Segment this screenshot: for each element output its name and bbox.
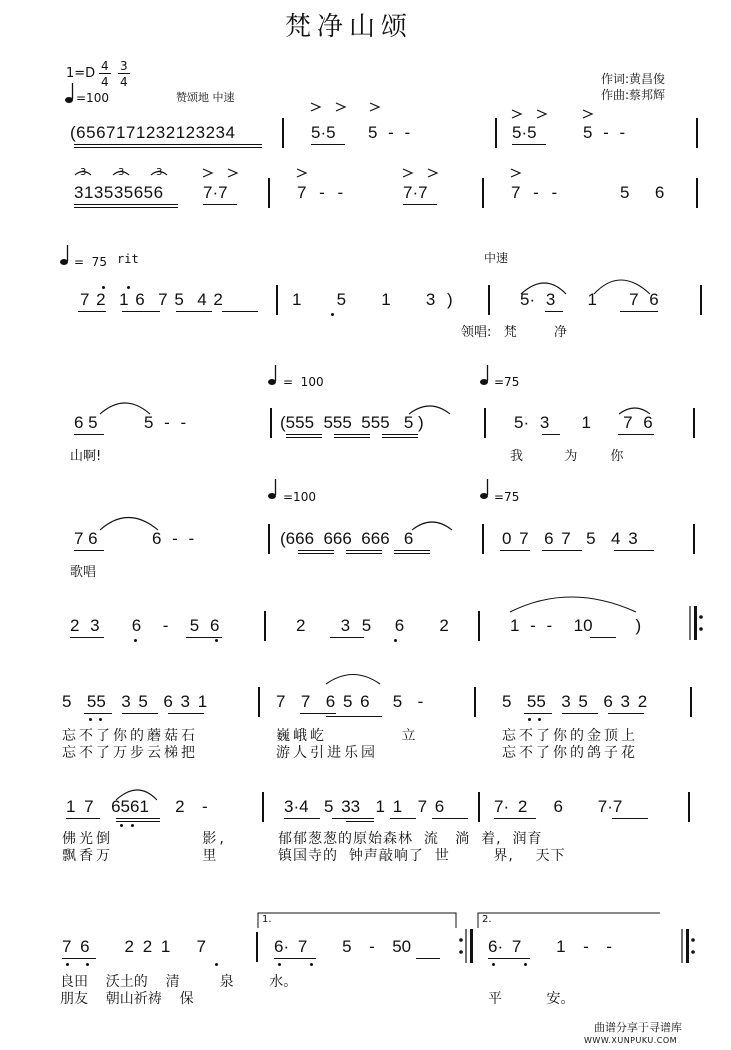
notes-r3-m1: 7 2 1 6 7 5 4 2 — [80, 290, 223, 309]
notes-r8-m1: 1 7 6561 2 - — [66, 797, 208, 816]
underline — [512, 144, 546, 145]
notes-r4-m2: (555 555 555 5 ) — [280, 413, 424, 432]
octave-dot — [120, 824, 123, 827]
underline — [203, 204, 237, 205]
barline — [693, 524, 695, 554]
octave-dot — [492, 963, 495, 966]
underline — [382, 434, 418, 435]
tempo-75: =75 — [494, 375, 520, 389]
underline — [542, 550, 582, 551]
underline — [416, 958, 440, 959]
underline — [382, 437, 418, 438]
underline — [84, 713, 112, 714]
underline — [334, 437, 370, 438]
underline — [545, 311, 563, 312]
underline — [432, 818, 468, 819]
underline — [542, 434, 560, 435]
underline — [286, 434, 322, 435]
underline — [70, 637, 104, 638]
tempo-rit: = 75 — [74, 255, 107, 269]
underline — [620, 311, 658, 312]
barline — [488, 285, 490, 315]
key-signature: 1=D — [66, 66, 96, 81]
barline — [262, 792, 264, 822]
octave-dot — [99, 718, 102, 721]
underline — [394, 550, 430, 551]
svg-text:3: 3 — [118, 167, 125, 178]
notes-r2-m3b: 5 6 — [620, 183, 665, 202]
barline — [264, 611, 266, 641]
rit-marking: rit — [117, 252, 139, 266]
lyric-v2b: 游人引进乐园 — [276, 745, 378, 761]
tempo-marking: =100 — [76, 91, 109, 105]
notes-r3-m3: 5· 3 1 7 6 — [520, 290, 659, 309]
underline — [614, 550, 654, 551]
notes-r5-m1a: 7 6 — [74, 529, 98, 548]
underline — [298, 550, 334, 551]
volta-brackets — [258, 913, 660, 928]
underline — [524, 713, 552, 714]
notes-r7-m2: 7 7 6 5 6 5 - — [276, 692, 424, 711]
octave-dot — [134, 639, 137, 642]
quarter-note-icon — [480, 479, 488, 499]
notes-r1-m3a: 5·5 — [512, 123, 537, 142]
underline — [332, 818, 374, 819]
lyric-v3a: 佛光倒 影, — [62, 831, 227, 847]
notes-r2-m3a: 7 - - — [511, 183, 558, 202]
underline — [78, 311, 106, 312]
time-sig-line — [99, 73, 111, 74]
barline — [495, 118, 497, 148]
underline — [168, 713, 204, 714]
notes-r1-m2a: 5·5 — [311, 123, 336, 142]
quarter-note-icon — [65, 83, 73, 103]
notes-r2-m2a: 7 - - — [297, 183, 344, 202]
octave-dot — [131, 824, 134, 827]
barline — [268, 524, 270, 554]
lyric-v2a: 忘不了万步云梯把 — [62, 745, 198, 761]
lyric-v4b: 镇国寺的 钟声敲响了 世 界, 天下 — [278, 848, 566, 864]
underline — [116, 821, 160, 822]
underline — [222, 311, 258, 312]
barline — [256, 932, 258, 962]
repeat-signs — [459, 606, 703, 963]
notes-r9-m2: 6· 7 5 - 50 — [274, 937, 412, 956]
barline — [696, 178, 698, 208]
underline — [300, 713, 336, 714]
tempo-100: = 100 — [283, 375, 324, 389]
octave-dot — [331, 313, 334, 316]
barline — [700, 285, 702, 315]
underline — [186, 637, 222, 638]
underline — [346, 550, 382, 551]
watermark-text: 曲谱分享于寻谱库 — [594, 1021, 682, 1034]
underline — [500, 550, 530, 551]
underline — [562, 713, 598, 714]
underline — [74, 434, 104, 435]
underline — [311, 144, 345, 145]
lyric-r4b: 我 为 你 — [510, 449, 624, 464]
barline — [696, 118, 698, 148]
octave-dot — [127, 286, 130, 289]
underline — [590, 637, 616, 638]
notes-r2-m2b: 7·7 — [403, 183, 428, 202]
barline — [482, 524, 484, 554]
lyric-v4a: 飘香万 里 — [62, 848, 220, 864]
octave-dot — [310, 963, 313, 966]
underline — [403, 204, 437, 205]
barline — [258, 687, 260, 717]
time-sig-top-2: 3 — [120, 59, 128, 73]
barline — [270, 408, 272, 438]
octave-dot — [528, 718, 531, 721]
underline — [334, 434, 370, 435]
lyric-v2c: 忘不了你的鸽子花 — [502, 745, 638, 761]
underline — [74, 147, 262, 148]
underline — [394, 553, 430, 554]
notes-r1-m3b: 5 - - — [583, 123, 626, 142]
underline — [330, 637, 364, 638]
underline — [74, 204, 178, 205]
notes-r9-m3: 6· 7 1 - - — [488, 937, 612, 956]
underline — [390, 818, 416, 819]
underline — [122, 713, 158, 714]
underline — [326, 716, 382, 717]
barline — [268, 178, 270, 208]
underline — [286, 437, 322, 438]
lyric-r5: 歌唱 — [70, 565, 97, 580]
underline — [74, 550, 104, 551]
underline — [116, 818, 160, 819]
composer-credit: 作曲:蔡邦辉 — [601, 88, 666, 102]
underline — [284, 818, 320, 819]
barline — [282, 118, 284, 148]
volta-2-label: 2. — [482, 914, 492, 925]
barline — [474, 687, 476, 717]
time-sig-top: 4 — [101, 59, 109, 73]
barline — [482, 178, 484, 208]
watermark-url: WWW.XUNPUKU.COM — [584, 1036, 678, 1045]
lyric-v1b: 巍峨屹 立 — [276, 728, 419, 744]
underline — [494, 818, 536, 819]
underline — [62, 958, 96, 959]
underline — [66, 818, 100, 819]
tempo-75b: =75 — [494, 490, 520, 504]
lyricist-credit: 作词:黄昌俊 — [601, 72, 666, 86]
notes-r4-m1a: 6 5 — [74, 413, 98, 432]
tempo-100b: =100 — [283, 490, 316, 504]
notes-r8-m2: 3·4 5 33 1 1 7 6 — [284, 797, 445, 816]
time-sig-bottom: 4 — [101, 75, 109, 89]
lyric-v3b: 郁郁葱葱的原始森林 流 淌 着, 润育 — [278, 831, 543, 847]
lyric-v6b: 平 安。 — [488, 991, 575, 1007]
notes-r9-m1: 7 6 2 2 1 7 — [62, 937, 206, 956]
lyric-v6a: 朋友 朝山祈祷 保 — [60, 991, 194, 1007]
quarter-note-icon — [268, 479, 276, 499]
notes-r5-m2: (666 666 666 6 — [280, 529, 414, 548]
octave-dot — [278, 963, 281, 966]
zhongsu-marking: 中速 — [484, 251, 509, 265]
octave-dot — [215, 639, 218, 642]
barline — [693, 408, 695, 438]
underline — [274, 958, 316, 959]
lyric-v1a: 忘不了你的蘑菇石 — [62, 728, 198, 744]
svg-text:3: 3 — [156, 167, 163, 178]
underline — [608, 713, 644, 714]
notes-r7-m3: 5 55 3 5 6 3 2 — [502, 692, 648, 711]
score-title: 梵净山颂 — [285, 12, 414, 42]
underline — [346, 553, 382, 554]
barline — [276, 285, 278, 315]
notes-r4-m3: 5· 3 1 7 6 — [514, 413, 653, 432]
underline — [176, 311, 212, 312]
notes-r2-m1b: 7·7 — [203, 183, 228, 202]
lyric-lead: 领唱: 梵 净 — [461, 325, 567, 340]
octave-dot — [86, 963, 89, 966]
octave-dot — [394, 639, 397, 642]
notes-r5-m3: 0 7 6 7 5 4 3 — [502, 529, 638, 548]
notes-r4-m1b: 5 - - — [144, 413, 187, 432]
underline — [122, 311, 160, 312]
octave-dot — [538, 718, 541, 721]
lyric-r4a: 山啊! — [70, 449, 102, 464]
notes-r5-m1b: 6 - - — [152, 529, 195, 548]
underline — [618, 434, 654, 435]
time-sig-line-2 — [118, 73, 130, 74]
octave-dot — [102, 286, 105, 289]
underline — [346, 821, 374, 822]
barline — [478, 792, 480, 822]
octave-dot — [215, 963, 218, 966]
notes-r6-m3: 1 - - 10 ) — [510, 616, 642, 635]
barline — [484, 408, 486, 438]
octave-dot — [89, 718, 92, 721]
quarter-note-icon — [268, 365, 276, 385]
style-marking: 赞颂地 中速 — [176, 91, 235, 104]
time-sig-bottom-2: 4 — [120, 75, 128, 89]
volta-1-label: 1. — [262, 914, 272, 925]
underline — [612, 818, 648, 819]
lyric-v1c: 忘不了你的金顶上 — [502, 728, 638, 744]
triplet-markings — [80, 167, 162, 178]
notes-r6-m2: 2 3 5 6 2 — [296, 616, 449, 635]
octave-dot — [66, 963, 69, 966]
notes-r8-m3: 7· 2 6 7·7 — [494, 797, 623, 816]
notes-r1-m1: (6567171232123234 — [70, 123, 236, 142]
underline — [488, 958, 530, 959]
barline — [478, 611, 480, 641]
notes-r3-m2: 1 5 1 3 ) — [292, 290, 453, 309]
underline — [74, 207, 178, 208]
underline — [298, 553, 334, 554]
notes-r2-m1a: 313535656 — [74, 183, 164, 202]
underline — [74, 144, 262, 145]
barline — [690, 687, 692, 717]
lyric-v5a: 良田 沃土的 清 泉 水。 — [60, 974, 298, 990]
svg-text:3: 3 — [80, 167, 87, 178]
notes-r7-m1: 5 55 3 5 6 3 1 — [62, 692, 208, 711]
octave-dot — [524, 963, 527, 966]
quarter-note-icon — [60, 245, 68, 265]
quarter-note-icon — [480, 365, 488, 385]
notes-r6-m1: 2 3 6 - 5 6 — [70, 616, 220, 635]
notes-r1-m2b: 5 - - — [368, 123, 411, 142]
barline — [688, 792, 690, 822]
